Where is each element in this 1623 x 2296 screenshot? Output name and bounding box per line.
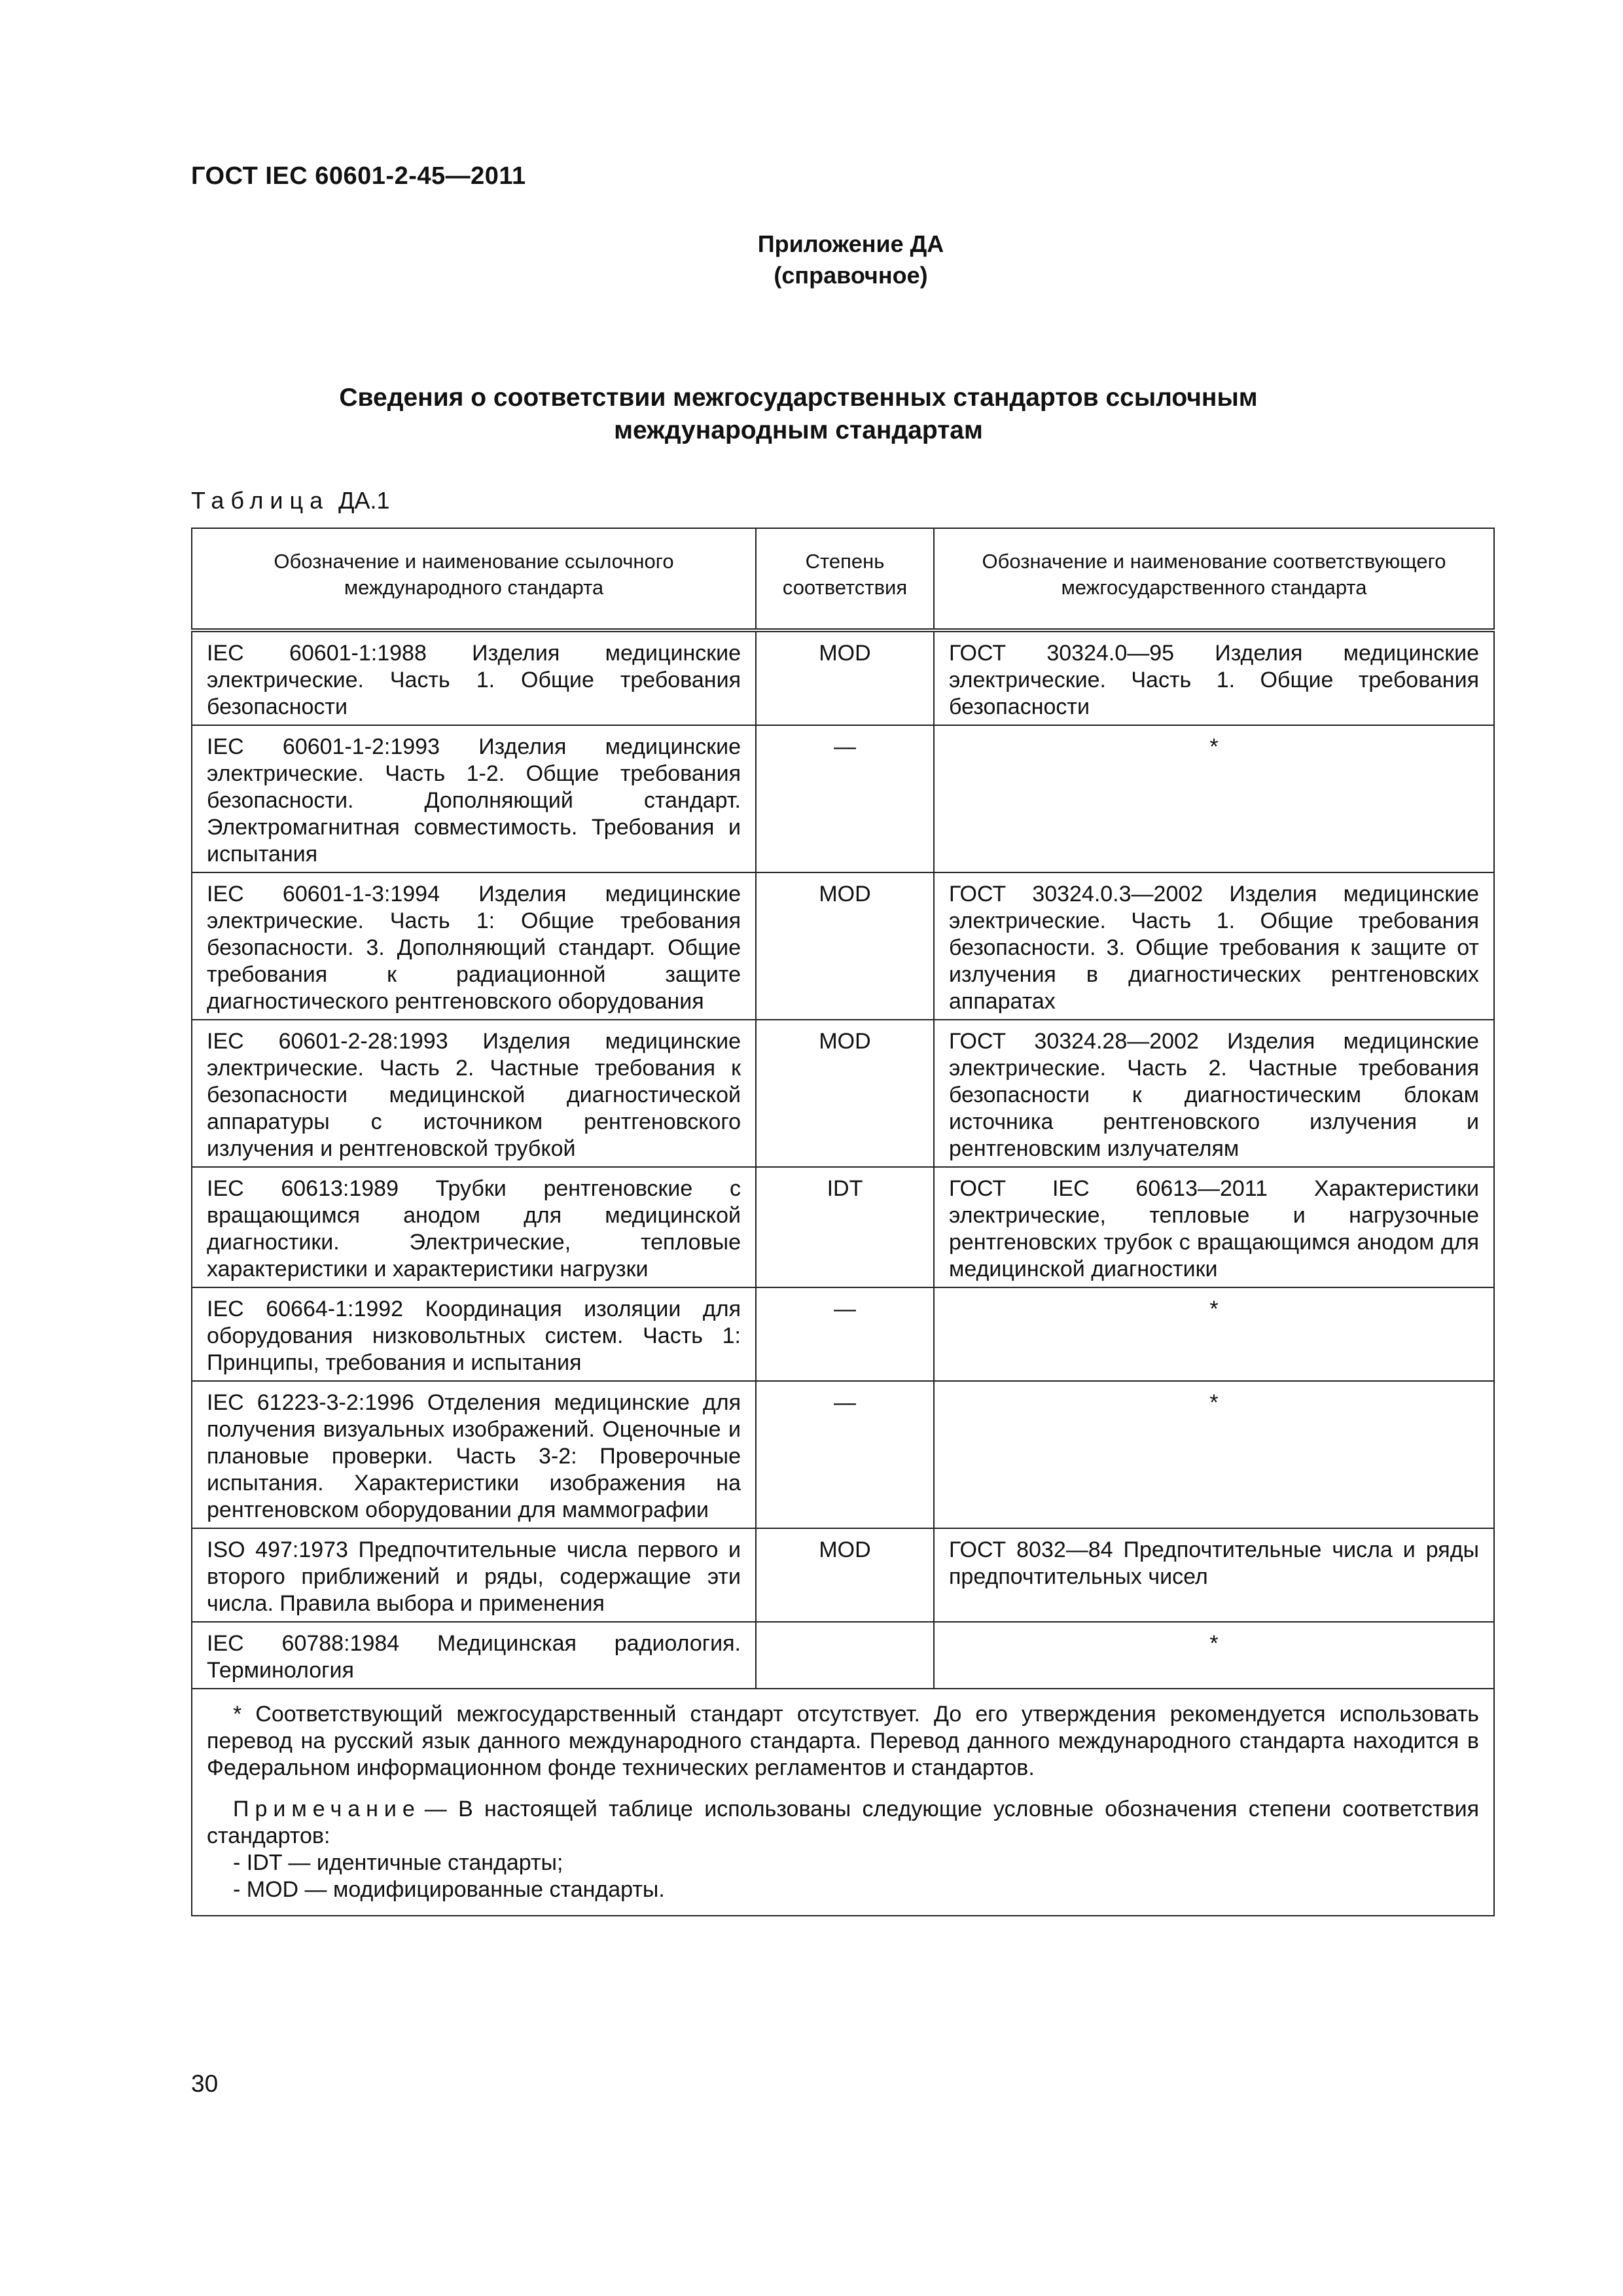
international-standard-cell: IEC 60788:1984 Медицинская радиология. Терминология [192,1622,756,1689]
interstate-standard-cell: * [934,1381,1494,1528]
interstate-standard-cell: ГОСТ IEC 60613—2011 Характеристики электрические, тепловые и нагрузочные рентгеновских трубок с вращающимся анодом для медицинской диагностики [934,1167,1494,1287]
correspondence-table-wrapper [191,528,1493,1916]
table-row [192,1020,1494,1167]
interstate-standard-cell: ГОСТ 30324.0.3—2002 Изделия медицинские электрические. Часть 1. Общие требования безопасности. 3. Общие требования к защите от излучения в диагностических рентгеновских аппаратах [934,872,1494,1020]
table-row [192,1167,1494,1287]
international-standard-cell: IEC 60601-2-28:1993 Изделия медицинские электрические. Часть 2. Частные требования к безопасности медицинской диагностической аппаратуры с источником рентгеновского излучения и рентгеновской трубкой [192,1020,756,1167]
section-heading: Сведения о соответствии межгосударственных стандартов ссылочным международным стандартам [339,384,1258,444]
column-header-interstate: Обозначение и наименование соответствующего межгосударственного стандарта [934,528,1494,630]
table-caption-word: Таблица [191,487,330,514]
degree-cell: — [756,725,934,872]
column-header-degree: Степень соответствия [756,528,934,630]
note-label: Примечание [233,1797,421,1821]
footnote-text: * Соответствующий межгосударственный стандарт отсутствует. До его утверждения рекомендуется использовать перевод на русский язык данного международного стандарта. Перевод данного международного стандарта находится в Федеральном информационном фонде технических регламентов и стандартов. [207,1702,1479,1780]
annex-title: Приложение ДА [757,230,944,257]
degree-cell: — [756,1287,934,1381]
international-standard-cell: IEC 60601-1-3:1994 Изделия медицинские электрические. Часть 1: Общие требования безопасности. 3. Дополняющий стандарт. Общие требования к радиационной защите диагностического рентгеновского оборудования [192,872,756,1020]
table-footer [192,1689,1494,1916]
degree-cell: MOD [756,872,934,1020]
table-caption-number: ДА.1 [338,487,390,514]
international-standard-cell: IEC 60664-1:1992 Координация изоляции для оборудования низковольтных систем. Часть 1: Принципы, требования и испытания [192,1287,756,1381]
table-row [192,630,1494,725]
degree-cell: IDT [756,1167,934,1287]
note-paragraph [207,1796,1479,1850]
interstate-standard-cell: * [934,1287,1494,1381]
note-item-idt: - IDT — идентичные стандарты; [233,1850,563,1875]
international-standard-cell: IEC 61223-3-2:1996 Отделения медицинские для получения визуальных изображений. Оценочные и плановые проверки. Часть 3-2: Проверочные испытания. Характеристики изображения на рентгеновском оборудовании для маммографии [192,1381,756,1528]
table-row [192,1622,1494,1689]
table-footer-row [192,1689,1494,1916]
note-text: — В настоящей таблице использованы следующие условные обозначения степени соответствия стандартов: [207,1797,1479,1848]
international-standard-cell: IEC 60601-1:1988 Изделия медицинские электрические. Часть 1. Общие требования безопасности [192,630,756,725]
table-row [192,1528,1494,1622]
column-header-international: Обозначение и наименование ссылочного международного стандарта [192,528,756,630]
document-code: ГОСТ IEC 60601-2-45—2011 [191,162,526,190]
interstate-standard-cell: ГОСТ 8032—84 Предпочтительные числа и ряды предпочтительных чисел [934,1528,1494,1622]
table-row [192,1381,1494,1528]
interstate-standard-cell: * [934,725,1494,872]
interstate-standard-cell: * [934,1622,1494,1689]
table-caption [191,487,390,514]
table-row [192,725,1494,872]
interstate-standard-cell: ГОСТ 30324.0—95 Изделия медицинские электрические. Часть 1. Общие требования безопасности [934,630,1494,725]
degree-cell: MOD [756,1528,934,1622]
degree-cell [756,1622,934,1689]
table-row [192,872,1494,1020]
international-standard-cell: ISO 497:1973 Предпочтительные числа первого и второго приближений и ряды, содержащие эти числа. Правила выбора и применения [192,1528,756,1622]
degree-cell: MOD [756,630,934,725]
note-item-mod: - MOD — модифицированные стандарты. [233,1877,665,1902]
table-header-row [192,528,1494,630]
degree-cell: MOD [756,1020,934,1167]
international-standard-cell: IEC 60613:1989 Трубки рентгеновские с вращающимся анодом для медицинской диагностики. Электрические, тепловые характеристики и характеристики нагрузки [192,1167,756,1287]
interstate-standard-cell: ГОСТ 30324.28—2002 Изделия медицинские электрические. Часть 2. Частные требования безопасности к диагностическим блокам источника рентгеновского излучения и рентгеновским излучателям [934,1020,1494,1167]
international-standard-cell: IEC 60601-1-2:1993 Изделия медицинские электрические. Часть 1-2. Общие требования безопасности. Дополняющий стандарт. Электромагнитная совместимость. Требования и испытания [192,725,756,872]
correspondence-table [191,528,1495,1916]
annex-type: (справочное) [774,262,928,289]
page-number: 30 [191,2070,219,2097]
degree-cell: — [756,1381,934,1528]
table-row [192,1287,1494,1381]
